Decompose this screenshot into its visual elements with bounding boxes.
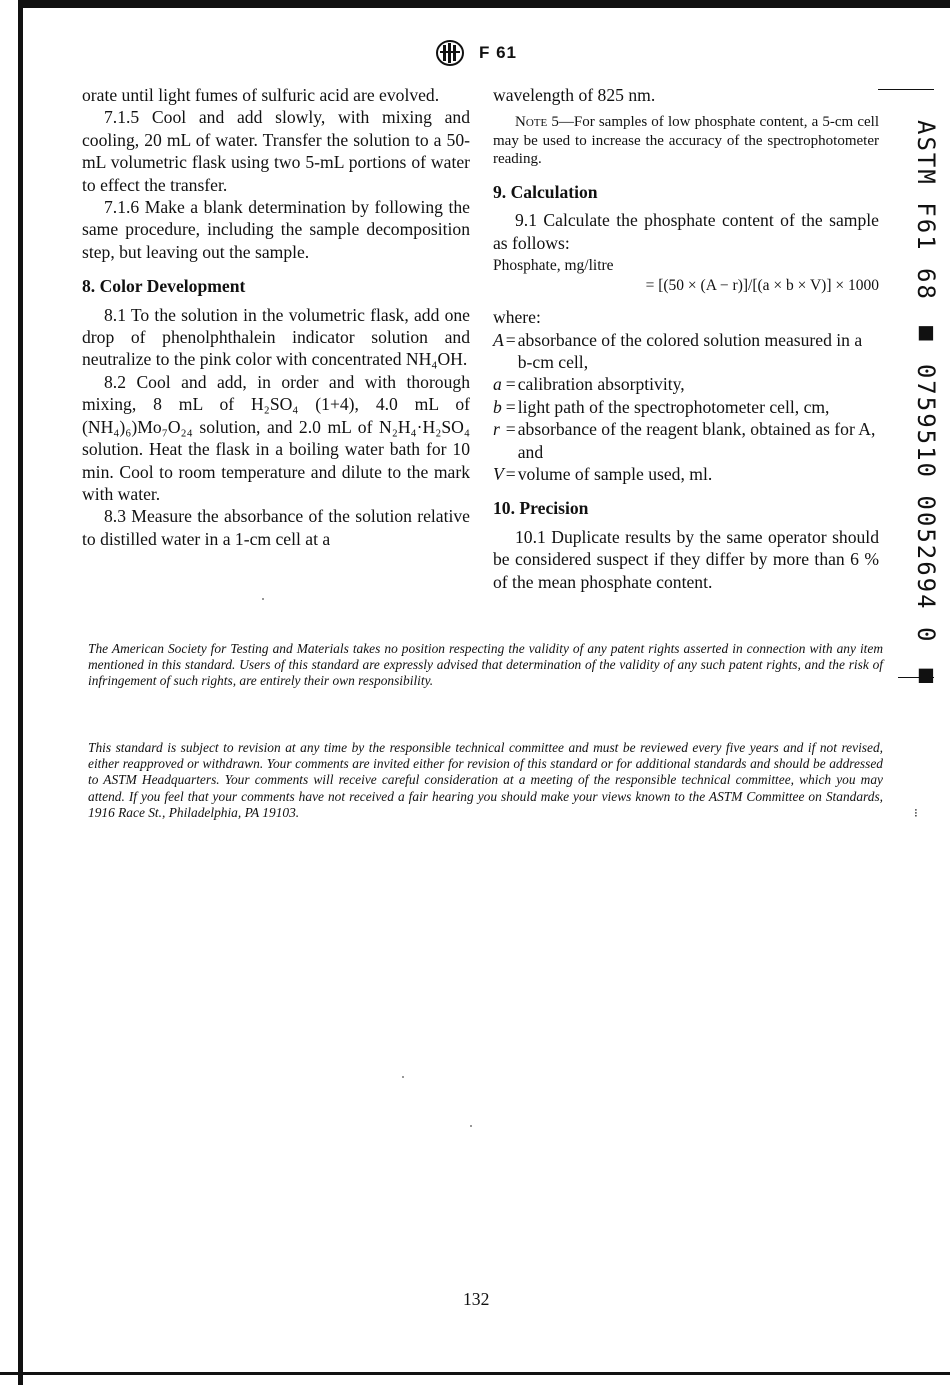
right-column: [493, 84, 879, 593]
definition-equals: =: [505, 463, 516, 484]
definition-equals: =: [505, 374, 516, 395]
definition-text: absorbance of the colored solution measured in a b-cm cell,: [517, 329, 863, 372]
definition-symbol: r: [493, 419, 500, 440]
scan-speck: [262, 598, 264, 600]
paragraph-8-3: 8.3 Measure the absorbance of the solution relative to distilled water in a 1-cm cell at a: [82, 506, 470, 549]
patent-disclaimer: The American Society for Testing and Materials takes no position respecting the validity of any patent rights asserted in connection with any item mentioned in this standard. Users of this standard are expressly advised that determination of the validity of any such patent rights, and the risk of infringement of such rights, are entirely their own responsibility.: [88, 641, 883, 689]
side-rule: [878, 89, 934, 90]
astm-logo-icon: [435, 40, 465, 66]
paragraph-8-2: 8.2 Cool and add, in order and with thorough mixing, 8 mL of H₂SO₄ (1+4), 4.0 mL of (NH₄)₆)Mo₇O₂₄ solution, and 2.0 mL of N₂H₄·H₂SO₄ solution. Heat the flask in a boiling water bath for 10 min. Cool to room temperature and dilute to the mark with water.: [82, 371, 470, 504]
definition-row: [493, 418, 879, 463]
formula-label: Phosphate, mg/litre: [493, 257, 614, 275]
note-5: [493, 113, 879, 169]
paragraph-8-3-continued: wavelength of 825 nm.: [493, 85, 656, 105]
paragraph-7-1-6: 7.1.6 Make a blank determination by following the same procedure, including the sample decomposition step, but leaving out the sample.: [82, 197, 470, 262]
definition-text: calibration absorptivity,: [517, 374, 685, 395]
definition-equals: =: [505, 396, 516, 417]
symbol-definitions: [493, 329, 879, 486]
side-mark: ⁝: [914, 806, 918, 820]
paragraph-9-1: 9.1 Calculate the phosphate content of the sample as follows:: [493, 210, 879, 253]
paragraph-7-1-4-continued: orate until light fumes of sulfuric acid are evolved.: [82, 85, 440, 105]
definition-symbol: b: [493, 396, 502, 417]
definition-text: light path of the spectrophotometer cell, cm,: [517, 396, 830, 417]
definition-row: [493, 329, 879, 374]
definition-symbol: A: [493, 329, 504, 350]
definition-text: volume of sample used, ml.: [517, 463, 713, 484]
definition-text: absorbance of the reagent blank, obtained as for A, and: [517, 419, 876, 462]
side-document-code: ASTM F61 68 ■ 0759510 0052694 0 ■: [912, 120, 940, 690]
page-header: [435, 40, 517, 66]
left-column: [82, 84, 470, 550]
where-label: where:: [493, 307, 541, 328]
definition-symbol: V: [493, 463, 504, 484]
definition-symbol: a: [493, 374, 502, 395]
bottom-border: [0, 1372, 950, 1375]
definition-row: [493, 396, 879, 418]
section-10-title: 10. Precision: [493, 498, 589, 519]
standard-designation: F 61: [479, 43, 518, 62]
note-label: Note: [515, 114, 548, 131]
definition-row: [493, 373, 879, 395]
definition-equals: =: [505, 329, 516, 350]
scan-speck: [470, 1125, 472, 1127]
scan-speck: [402, 1076, 404, 1078]
paragraph-8-1: 8.1 To the solution in the volumetric flask, add one drop of phenolphthalein indicator solution and neutralize to the pink color with concentrated NH₄OH.: [82, 304, 470, 370]
page-number: 132: [463, 1289, 490, 1309]
revision-disclaimer: This standard is subject to revision at any time by the responsible technical committee and must be reviewed every five years and if not revised, either reapproved or withdrawn. Your comments are invited either for revision of this standard or for additional standards and should be addressed to ASTM Headquarters. Your comments will receive careful consideration at a meeting of the responsible technical committee, which you may attend. If you feel that your comments have not received a fair hearing you should make your views known to the ASTM Committee on Standards, 1916 Race St., Philadelphia, PA 19103.: [88, 740, 883, 820]
section-8-title: 8. Color Development: [82, 276, 246, 297]
section-9-title: 9. Calculation: [493, 181, 598, 202]
definition-equals: =: [505, 419, 516, 440]
paragraph-7-1-5: 7.1.5 Cool and add slowly, with mixing and cooling, 20 mL of water. Transfer the solution to a 50-mL volumetric flask using two 5-mL portions of water to effect the transfer.: [82, 107, 470, 195]
note-text: 5—For samples of low phosphate content, a 5-cm cell may be used to increase the accuracy of the spectrophotometer reading.: [493, 114, 879, 168]
paragraph-10-1: 10.1 Duplicate results by the same operator should be considered suspect if they differ by more than 6 % of the mean phosphate content.: [493, 526, 879, 592]
phosphate-formula: = [(50 × (A − r)]/[(a × b × V)] × 1000: [645, 277, 879, 295]
definition-row: [493, 463, 879, 485]
top-border: [18, 0, 950, 8]
left-border: [18, 0, 23, 1385]
